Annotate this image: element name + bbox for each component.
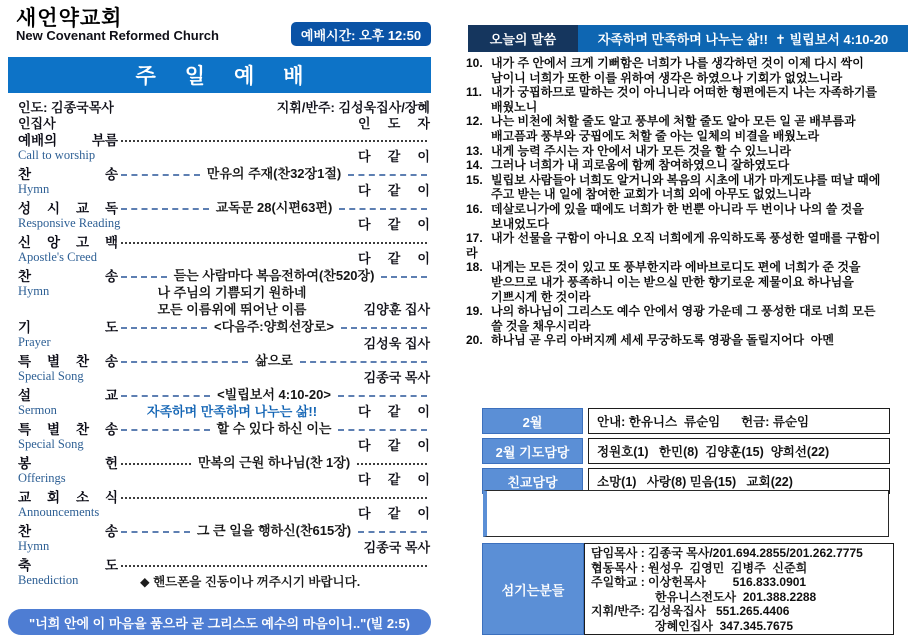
duty-label-cell: 2월 기도담당: [482, 438, 583, 464]
order-item: [18, 164, 430, 198]
order-item-english-label: Prayer: [18, 335, 51, 349]
duty-label-cell: 2월: [482, 408, 583, 434]
order-item: [18, 453, 430, 487]
duty-value-cell: 정원호(1) 한민(8) 김양훈(15) 양희선(22): [588, 438, 890, 464]
order-item-english-line: [18, 368, 430, 385]
order-item-korean-title: 기 도: [18, 319, 118, 335]
order-item-english-label: Responsive Reading: [18, 216, 121, 230]
order-item-performer: [354, 180, 430, 199]
order-item-title-line: [18, 385, 430, 402]
servants-info: 김종국 목사/201.694.2855/201.262.7775: [648, 546, 863, 560]
order-item-content: 할 수 있다 하신 이는: [216, 421, 332, 436]
verse-row: [466, 260, 912, 304]
servants-info: 이상헌목사 516.833.0901: [648, 575, 807, 590]
verse-number: 16.: [466, 201, 483, 216]
worship-title-text: 주 일 예 배: [135, 65, 304, 88]
order-item-performer: [354, 146, 430, 165]
order-item-korean-title: 찬 송: [18, 268, 118, 284]
performer-name: 김종국 목사: [363, 540, 430, 555]
order-item-korean-title: 설 교: [18, 387, 118, 403]
church-name-korean: 새언약교회: [16, 7, 123, 30]
leader-dots: [357, 463, 427, 465]
order-item-title-line: [18, 487, 430, 504]
order-item-korean-title: 교 회 소 식: [18, 489, 118, 505]
order-item-title-line: [18, 232, 430, 249]
servants-line: [591, 546, 887, 561]
todays-word-label: 오늘의 말씀: [468, 25, 578, 52]
leaders-row-2: [18, 113, 430, 129]
order-item: [18, 317, 430, 351]
order-item-english-label: Benediction: [18, 573, 79, 587]
verse-number: 10.: [466, 56, 483, 70]
leader-dots: [121, 395, 210, 397]
scripture-verses: [466, 56, 912, 348]
verse-text: [491, 304, 912, 333]
order-item-title-line: [18, 266, 430, 283]
servants-line: [591, 590, 887, 605]
servants-line: [591, 561, 887, 576]
leader-dots: [341, 327, 427, 329]
verse-line: 기쁘시게 한 것이라: [491, 289, 591, 304]
performer-name: 다 같 이: [358, 149, 430, 164]
order-item-english-line: [18, 334, 430, 351]
verse-line: 나는 비천에 처할 줄도 알고 풍부에 처할 줄도 알아 모든 일 곧 배부름과: [491, 114, 856, 129]
order-item-title-line: [18, 555, 430, 572]
order-item-english-line: [18, 436, 430, 453]
extra-line-text: 모든 이름위에 뛰어난 이름: [157, 302, 307, 317]
verse-text: [491, 85, 912, 114]
order-item-title-line: [18, 351, 430, 368]
order-item-english-label: Announcements: [18, 505, 100, 519]
verse-number: 17.: [466, 231, 483, 246]
verse-number: 18.: [466, 260, 483, 275]
verse-text: [491, 202, 912, 231]
order-item: [18, 521, 430, 555]
verse-text: [491, 144, 912, 159]
footer-verse-pill: "너희 안에 이 마음을 품으라 곧 그리스도 예수의 마음이니.."(빌 2:5): [8, 609, 431, 635]
order-item-content: 교독문 28(시편63편): [215, 200, 333, 215]
order-item-content: 그 큰 일을 행하신(찬615장): [196, 523, 352, 538]
verse-row: [466, 202, 912, 231]
verse-line: 나의 하나님이 그리스도 예수 안에서 영광 가운데 그 풍성한 대로 너희 모든: [491, 304, 876, 319]
order-item-content: 만유의 주재(찬32장1절): [206, 166, 342, 181]
leader-dots: [381, 276, 427, 278]
leader-dots: [121, 361, 248, 363]
order-item-english-label: Hymn: [18, 182, 50, 196]
leader-column-header: 인 도 자: [358, 116, 430, 131]
order-item-english-label: Hymn: [18, 539, 50, 553]
order-item-korean-title: 축 도: [18, 557, 118, 573]
verse-line: 주고 받는 내 일에 참여한 교회가 너희 외에 아무도 없었느니라: [491, 187, 811, 202]
order-item-title-line: [18, 521, 430, 538]
order-item-english-line: [18, 249, 430, 266]
verse-number: 15.: [466, 172, 483, 187]
servants-info: 김성욱집사 551.265.4406: [648, 604, 790, 619]
order-item-performer: [354, 435, 430, 454]
order-item-english-line: [18, 181, 430, 198]
performer-name: 다 같 이: [358, 183, 430, 198]
conductor-wrap-label: 인집사: [18, 116, 56, 131]
order-item-korean-title: 예배의 부름: [18, 132, 118, 148]
verse-text: [491, 56, 912, 85]
order-item-performer: [354, 469, 430, 488]
leader-dots: [300, 361, 427, 363]
order-item-subline: 자족하며 만족하며 나누는 삶!!: [146, 404, 318, 419]
order-item-content: 삶으로: [255, 353, 293, 368]
verse-text: [491, 114, 912, 143]
duty-row: [482, 438, 890, 464]
duty-value-cell: 소망(1) 사랑(8) 믿음(15) 교회(22): [588, 468, 890, 494]
verse-number: 12.: [466, 114, 483, 129]
order-item-english-line: [18, 504, 430, 521]
verse-row: [466, 173, 912, 202]
duty-label-cell: 친교담당: [482, 468, 583, 494]
leader-dots: [121, 140, 427, 142]
verse-row: [466, 304, 912, 333]
order-item-performer: [354, 401, 430, 420]
order-item-performer: [354, 537, 430, 556]
verse-line: 내가 궁핍하므로 말하는 것이 아니니라 어떠한 형편에든지 나는 자족하기를: [491, 85, 878, 100]
servants-role-label: 주일학교 :: [591, 575, 645, 590]
order-item-subline: 나 주님의 기쁨되기 원하네: [157, 285, 307, 300]
verse-row: [466, 158, 912, 173]
verse-line: 배고픔과 풍부와 궁핍에도 처할 줄 아는 일체의 비결을 배웠노라: [491, 128, 820, 143]
order-item-english-line: [18, 402, 430, 419]
leader-dots: [121, 531, 190, 533]
verse-row: [466, 333, 912, 348]
order-item: [18, 130, 430, 164]
leaders-row-1: [18, 97, 430, 113]
verse-row: [466, 231, 912, 260]
leader-dots: [358, 531, 427, 533]
leader-dots: [121, 208, 209, 210]
verse-number: 11.: [466, 85, 483, 100]
order-item-title-line: [18, 317, 430, 334]
service-time-badge: 예배시간: 오후 12:50: [291, 22, 431, 46]
order-item-english-line: [18, 538, 430, 555]
order-item-english-label: Apostle's Creed: [18, 250, 97, 264]
performer-name: 다 같 이: [358, 472, 430, 487]
order-item-title-line: [18, 164, 430, 181]
duty-row: [482, 408, 890, 434]
order-item-english-line: [18, 215, 430, 232]
performer-name: 김양훈 집사: [363, 302, 430, 317]
leader-dots: [121, 497, 427, 499]
verse-text: [491, 173, 912, 202]
presider-label: 인도: 김종국목사: [18, 100, 114, 115]
servants-info: 한유니스전도사 201.388.2288: [655, 589, 817, 604]
verse-line: 내게는 모든 것이 있고 또 풍부한지라 에바브로디도 편에 너희가 준 것을: [491, 260, 861, 275]
notice-empty-box: [483, 490, 889, 537]
verse-line: 받으므로 내가 풍족하니 이는 받으실 만한 향기로운 제물이요 하나님을: [491, 274, 854, 289]
order-item-english-label: Call to worship: [18, 148, 96, 162]
verse-line: 내게 능력 주시는 자 안에서 내가 모든 것을 할 수 있느니라: [491, 143, 791, 158]
order-item-korean-title: 특 별 찬 송: [18, 353, 118, 369]
leader-dots: [121, 429, 210, 431]
church-name-english: New Covenant Reformed Church: [16, 28, 219, 43]
order-item-english-label: Special Song: [18, 437, 84, 451]
leader-dots: [348, 174, 427, 176]
leader-dots: [121, 565, 427, 567]
order-item-english-label: Sermon: [18, 403, 57, 417]
performer-name: 김성욱 집사: [363, 336, 430, 351]
performer-name: 다 같 이: [358, 506, 430, 521]
order-item-content: 만복의 근원 하나님(찬 1장): [197, 455, 351, 470]
order-item: [18, 351, 430, 385]
order-item: [18, 198, 430, 232]
verse-text: [491, 260, 912, 304]
servants-role-label: 담임목사 :: [591, 546, 645, 560]
servants-role-label: 지휘/반주:: [591, 604, 645, 619]
order-item-english-label: Offerings: [18, 471, 66, 485]
order-item: [18, 555, 430, 589]
verse-line: 빌립보 사람들아 너희도 알거니와 복음의 시초에 내가 마게도냐를 떠날 때에: [491, 172, 881, 187]
order-item-korean-title: 찬 송: [18, 166, 118, 182]
leader-dots: [121, 276, 167, 278]
order-item-content: <다음주:양희선장로>: [214, 319, 334, 334]
order-item-performer: [354, 333, 430, 352]
order-item-korean-title: 찬 송: [18, 523, 118, 539]
verse-line: 그러나 너희가 내 괴로움에 함께 참여하였으니 잘하였도다: [491, 158, 790, 173]
order-item-english-line: [18, 147, 430, 164]
verse-number: 20.: [466, 333, 483, 348]
verse-text: [491, 333, 912, 348]
leader-dots: [121, 242, 427, 244]
order-item-extra-line: [18, 300, 430, 317]
verse-row: [466, 144, 912, 159]
worship-title-banner: [8, 57, 431, 93]
verse-number: 13.: [466, 143, 483, 158]
order-item-title-line: [18, 130, 430, 147]
order-item: [18, 232, 430, 266]
order-item-korean-title: 성 시 교 독: [18, 200, 118, 216]
verse-row: [466, 56, 912, 85]
order-item: [18, 419, 430, 453]
servants-line: [591, 619, 887, 634]
verse-line: 보내었도다: [491, 216, 549, 231]
order-item: [18, 266, 430, 317]
verse-row: [466, 85, 912, 114]
verse-line: 데살로니가에 있을 때에도 너희가 한 번뿐 아니라 두 번이나 나의 쓸 것을: [491, 201, 864, 216]
order-item-english-line: [18, 470, 430, 487]
servants-label: 섬기는분들: [482, 543, 584, 635]
servants-role-label: 협동목사 :: [591, 560, 645, 575]
verse-line: 쓸 것을 채우시리라: [491, 318, 591, 333]
phone-silence-note: ◆ 핸드폰을 진동이나 꺼주시기 바랍니다.: [140, 574, 361, 589]
servants-info: 장혜인집사 347.345.7675: [655, 618, 794, 633]
monthly-duty-table: [482, 408, 890, 498]
order-item-performer: [354, 214, 430, 233]
performer-name: 다 같 이: [358, 251, 430, 266]
servants-info: 원성우 김영민 김병주 신준희: [648, 560, 808, 575]
order-item-english-label: Special Song: [18, 369, 84, 383]
order-item-english-line: [18, 572, 430, 589]
todays-word-header: [468, 25, 908, 52]
order-item-korean-title: 봉 헌: [18, 455, 118, 471]
servants-line: [591, 604, 887, 619]
leader-dots: [338, 429, 427, 431]
leader-dots: [121, 327, 207, 329]
order-item-title-line: [18, 198, 430, 215]
verse-line: 라: [466, 245, 478, 260]
worship-order: [18, 130, 430, 589]
verse-line: 남이니 너희가 또한 이를 위하여 생각은 하였으나 기회가 없었느니라: [491, 70, 843, 85]
verse-number: 14.: [466, 158, 483, 173]
performer-name: 다 같 이: [358, 217, 430, 232]
performer-name: 다 같 이: [358, 438, 430, 453]
verse-text: [491, 158, 912, 173]
order-item-korean-title: 신 앙 고 백: [18, 234, 118, 250]
leader-dots: [338, 395, 427, 397]
conductor-accompanist-label: 지휘/반주: 김성욱집사/장혜: [276, 100, 430, 115]
servants-table: [482, 543, 894, 635]
order-item-content: 듣는 사람마다 복음전하여(찬520장): [173, 268, 375, 283]
order-item-performer: [354, 367, 430, 386]
order-item-english-line: [18, 283, 430, 300]
verse-line: 내가 주 안에서 크게 기뻐함은 너희가 나를 생각하던 것이 이제 다시 싹이: [491, 56, 864, 70]
verse-row: [466, 114, 912, 143]
order-item-english-label: Hymn: [18, 284, 50, 298]
order-item-performer: [354, 503, 430, 522]
verse-line: 하나님 곧 우리 아버지께 세세 무궁하도록 영광을 돌릴지어다 아멘: [491, 333, 834, 348]
order-item-title-line: [18, 419, 430, 436]
verse-line: 내가 선물을 구함이 아니요 오직 너희에게 유익하도록 풍성한 열매를 구함이: [491, 231, 881, 246]
performer-name: 다 같 이: [358, 404, 430, 419]
servants-line: [591, 575, 887, 590]
verse-line: 배웠노니: [491, 99, 538, 114]
order-item-content: <빌립보서 4:10-20>: [217, 387, 331, 402]
order-item: [18, 385, 430, 419]
sermon-title-header: 자족하며 만족하며 나누는 삶!! ✝ 빌립보서 4:10-20: [578, 25, 908, 52]
order-item-title-line: [18, 453, 430, 470]
leader-dots: [121, 174, 200, 176]
verse-number: 19.: [466, 304, 483, 319]
order-item: [18, 487, 430, 521]
servants-list: [584, 543, 894, 635]
duty-value-cell: 안내: 한유니스 류순임 헌금: 류순임: [588, 408, 890, 434]
performer-name: 김종국 목사: [363, 370, 430, 385]
leader-dots: [339, 208, 427, 210]
order-item-korean-title: 특 별 찬 송: [18, 421, 118, 437]
order-item-performer: [354, 299, 430, 318]
leader-dots: [121, 463, 191, 465]
